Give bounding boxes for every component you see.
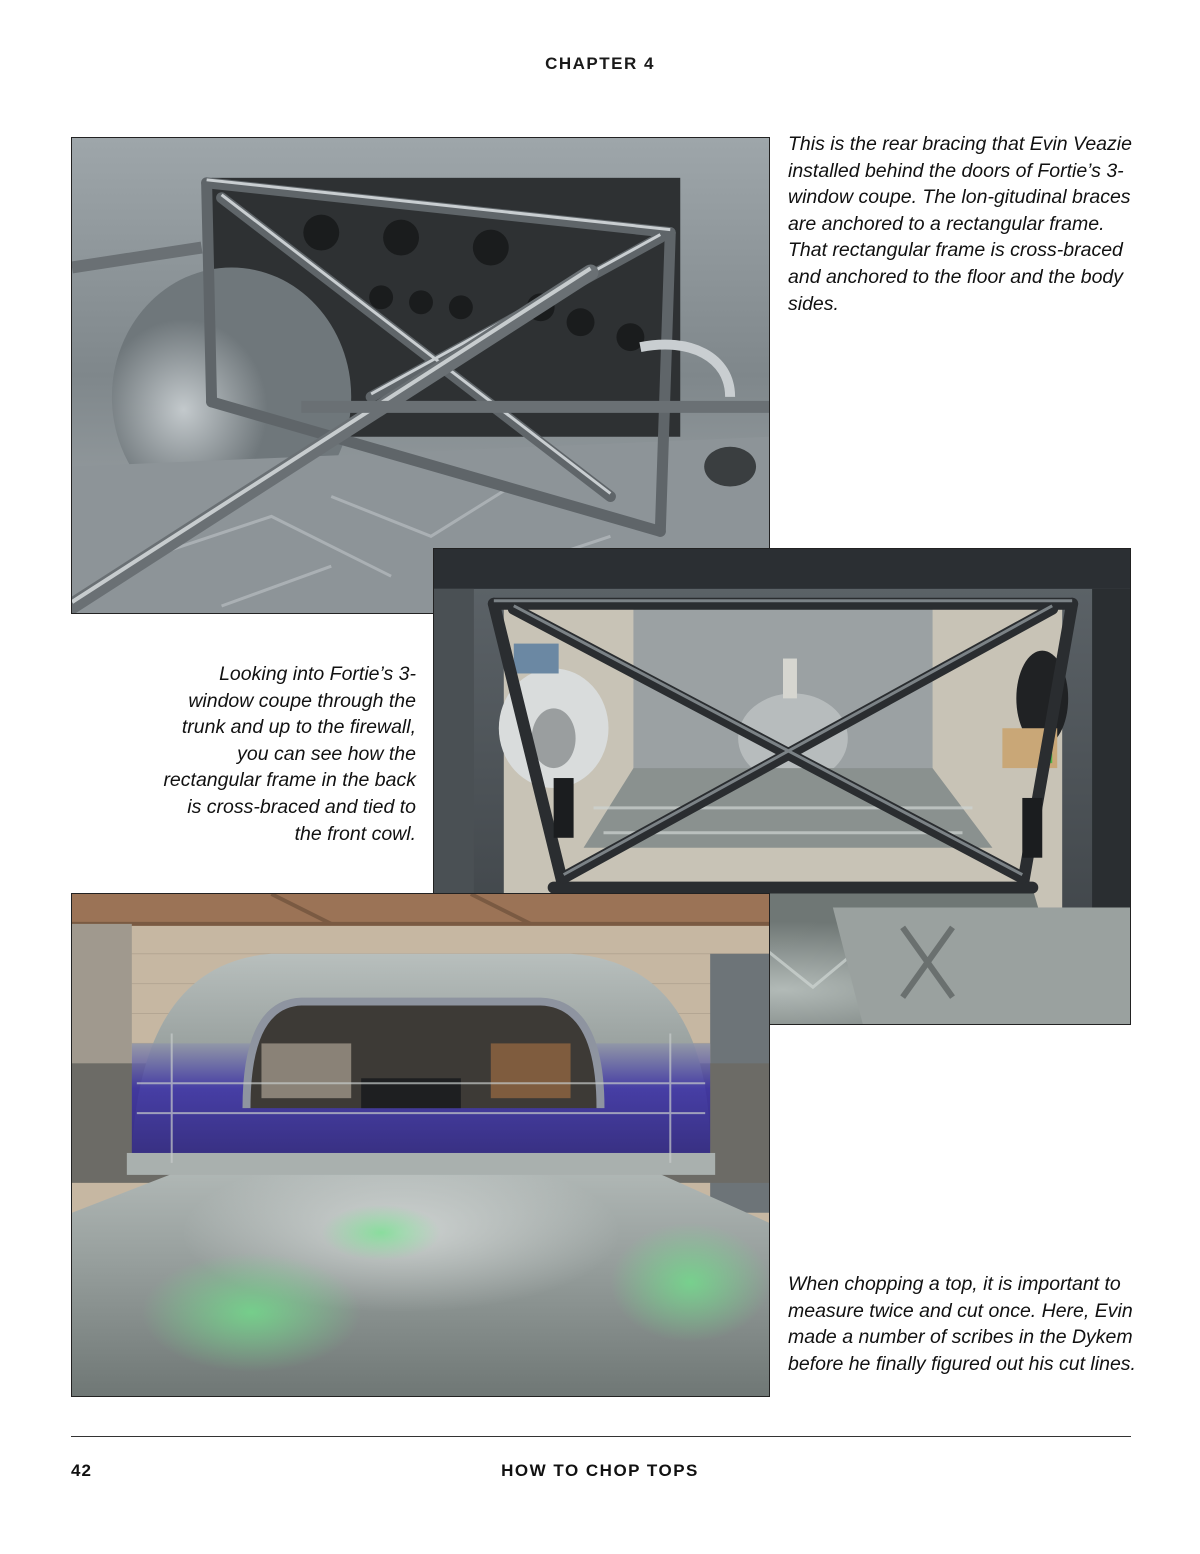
chapter-heading: CHAPTER 4 [545, 54, 655, 73]
footer-rule [71, 1436, 1131, 1437]
page-number: 42 [71, 1461, 92, 1480]
caption-through-trunk: Looking into Fortie’s 3-window coupe through the trunk and up to the firewall, you can see how the rectangular frame in the back is cross-braced and tied to the front cowl. [163, 663, 416, 845]
caption-chopped-top: When chopping a top, it is important to measure twice and cut once. Here, Evin made a number of scribes in the Dykem before he finally figured out his cut lines. [788, 1273, 1136, 1375]
book-title: HOW TO CHOP TOPS [501, 1461, 699, 1480]
photo-rear-bracing [71, 137, 770, 614]
caption-rear-bracing: This is the rear bracing that Evin Veazie installed behind the doors of Fortie’s 3-window coupe. The lon-gitudinal braces are anchored to a rectangular frame. That rectangular frame is cross-braced and anchored to the floor and the body sides. [788, 133, 1132, 315]
photo-chopped-top [71, 893, 770, 1397]
